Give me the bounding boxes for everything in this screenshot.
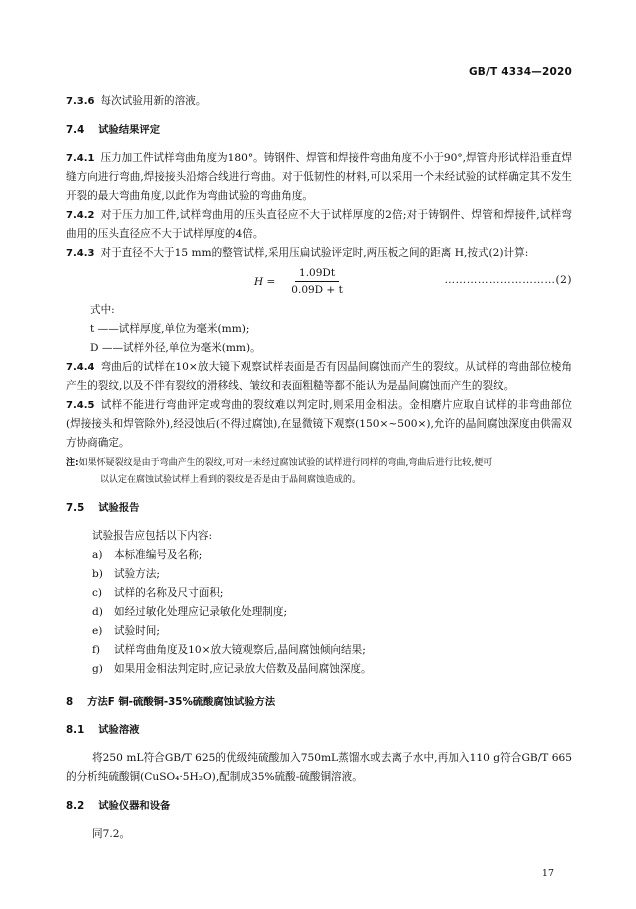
section-heading-7-4 — [66, 121, 572, 139]
section-title: 试验溶液 — [98, 724, 140, 736]
clause-7-4-1 — [66, 149, 572, 206]
clause-number: 7.4.3 — [66, 248, 95, 259]
list-marker: b) — [92, 568, 103, 580]
clause-number: 7.3.6 — [66, 96, 95, 107]
list-marker: e) — [92, 625, 103, 637]
section-title: 方法F 铜-硫酸铜-35%硫酸腐蚀试验方法 — [87, 696, 276, 708]
section-heading-8-2 — [66, 797, 572, 815]
formula-2 — [66, 266, 572, 298]
section-number: 7.4 — [66, 124, 85, 136]
clause-number: 7.4.4 — [66, 362, 95, 373]
standard-code: GB/T 4334—2020 — [468, 66, 572, 78]
clause-text: 试样不能进行弯曲评定或弯曲的裂纹难以判定时,则采用金相法。金相磨片应取自试样的非弯曲部位(焊接接头和焊管除外),经浸蚀后(不得过腐蚀),在显微镜下观察(150×~500×),允许的晶间腐蚀深度由供需双方协商确定。 — [66, 399, 572, 449]
clause-7-4-2 — [66, 206, 572, 244]
section-number: 8.2 — [66, 800, 85, 812]
formula-fraction — [287, 266, 347, 297]
list-item — [66, 622, 572, 641]
clause-7-4-5 — [66, 396, 572, 453]
note-text: 如果怀疑裂纹是由于弯曲产生的裂纹,可对一未经过腐蚀试验的试样进行同样的弯曲,弯曲后进行比较,便可 — [78, 458, 493, 468]
clause-text: 弯曲后的试样在10×放大镜下观察试样表面是否有因晶间腐蚀而产生的裂纹。从试样的弯曲部位棱角产生的裂纹,以及不伴有裂纹的滑移线、皱纹和表面粗糙等都不能认为是晶间腐蚀而产生的裂纹。 — [66, 361, 572, 392]
section-title: 试验仪器和设备 — [98, 800, 171, 812]
list-text: 试验方法; — [114, 568, 160, 580]
list-text: 试样弯曲角度及10×放大镜观察后,晶间腐蚀倾向结果; — [114, 644, 366, 656]
document-body — [66, 92, 572, 844]
list-text: 试验时间; — [114, 625, 160, 637]
list-text: 本标准编号及名称; — [114, 549, 203, 561]
clause-text: 对于直径不大于15 mm的整管试样,采用压扁试验评定时,两压板之间的距离 H,按式(2)计算: — [100, 247, 529, 259]
list-item — [66, 603, 572, 622]
clause-text: 对于压力加工件,试样弯曲用的压头直径应不大于试样厚度的2倍;对于铸钢件、焊管和焊接件,试样弯曲用的压头直径应不大于试样厚度的4倍。 — [66, 209, 572, 240]
clause-number: 7.4.1 — [66, 153, 95, 164]
note-continuation: 以认定在腐蚀试验试样上看到的裂纹是否是由于晶间腐蚀造成的。 — [100, 475, 362, 485]
clause-number: 7.4.5 — [66, 400, 95, 411]
clause-text: 压力加工件试样弯曲角度为180°。铸钢件、焊管和焊接件弯曲角度不小于90°,焊管舟形试样沿垂直焊缝方向进行弯曲,焊接接头沿熔合线进行弯曲。对于低韧性的材料,可以采用一个未经试验的试样确定其不发生开裂的最大弯曲角度,以此作为弯曲试验的弯曲角度。 — [66, 152, 572, 202]
clause-7-4-3 — [66, 244, 572, 263]
note-label: 注: — [66, 458, 79, 468]
section-number: 8 — [66, 696, 74, 708]
list-text: 如经过敏化处理应记录敏化处理制度; — [114, 606, 288, 618]
list-text: 如果用金相法判定时,应记录放大倍数及晶间腐蚀深度。 — [114, 663, 372, 675]
formula-number: …………………………(2) — [444, 274, 572, 286]
section-title: 试验报告 — [98, 502, 140, 514]
list-text: 试样的名称及尺寸面积; — [114, 587, 224, 599]
note — [66, 455, 572, 472]
list-item — [66, 546, 572, 565]
list-marker: g) — [92, 663, 103, 675]
formula-numerator: 1.09Dt — [295, 266, 339, 282]
list-item — [66, 641, 572, 660]
section-heading-8-1 — [66, 721, 572, 739]
list-item — [66, 660, 572, 679]
paragraph-8-2: 同7.2。 — [92, 828, 131, 840]
section-number: 7.5 — [66, 502, 85, 514]
list-item — [66, 565, 572, 584]
variable-D: D ——试样外径,单位为毫米(mm)。 — [90, 342, 261, 354]
formula-denominator: 0.09D + t — [291, 284, 343, 296]
where-label: 式中: — [90, 304, 115, 316]
variable-t: t ——试样厚度,单位为毫米(mm); — [90, 323, 250, 335]
section-heading-7-5 — [66, 499, 572, 517]
paragraph-8-1: 将250 mL符合GB/T 625的优级纯硫酸加入750mL蒸馏水或去离子水中,再加入110 g符合GB/T 665的分析纯硫酸铜(CuSO₄·5H₂O),配制成35%硫酸-硫酸铜溶液。 — [66, 752, 572, 783]
list-marker: d) — [92, 606, 103, 618]
section-number: 8.1 — [66, 724, 85, 736]
clause-7-3-6 — [66, 92, 572, 111]
clause-text: 每次试验用新的溶液。 — [100, 95, 207, 107]
formula-lhs: H = — [254, 275, 276, 288]
list-item — [66, 584, 572, 603]
page-number: 17 — [541, 868, 554, 879]
report-intro: 试验报告应包括以下内容: — [92, 530, 213, 542]
section-title: 试验结果评定 — [98, 124, 161, 136]
list-marker: f) — [92, 644, 101, 656]
list-marker: a) — [92, 549, 103, 561]
section-heading-8 — [66, 693, 572, 711]
formula-expression — [254, 266, 347, 297]
list-marker: c) — [92, 587, 103, 599]
clause-number: 7.4.2 — [66, 210, 95, 221]
clause-7-4-4 — [66, 358, 572, 396]
